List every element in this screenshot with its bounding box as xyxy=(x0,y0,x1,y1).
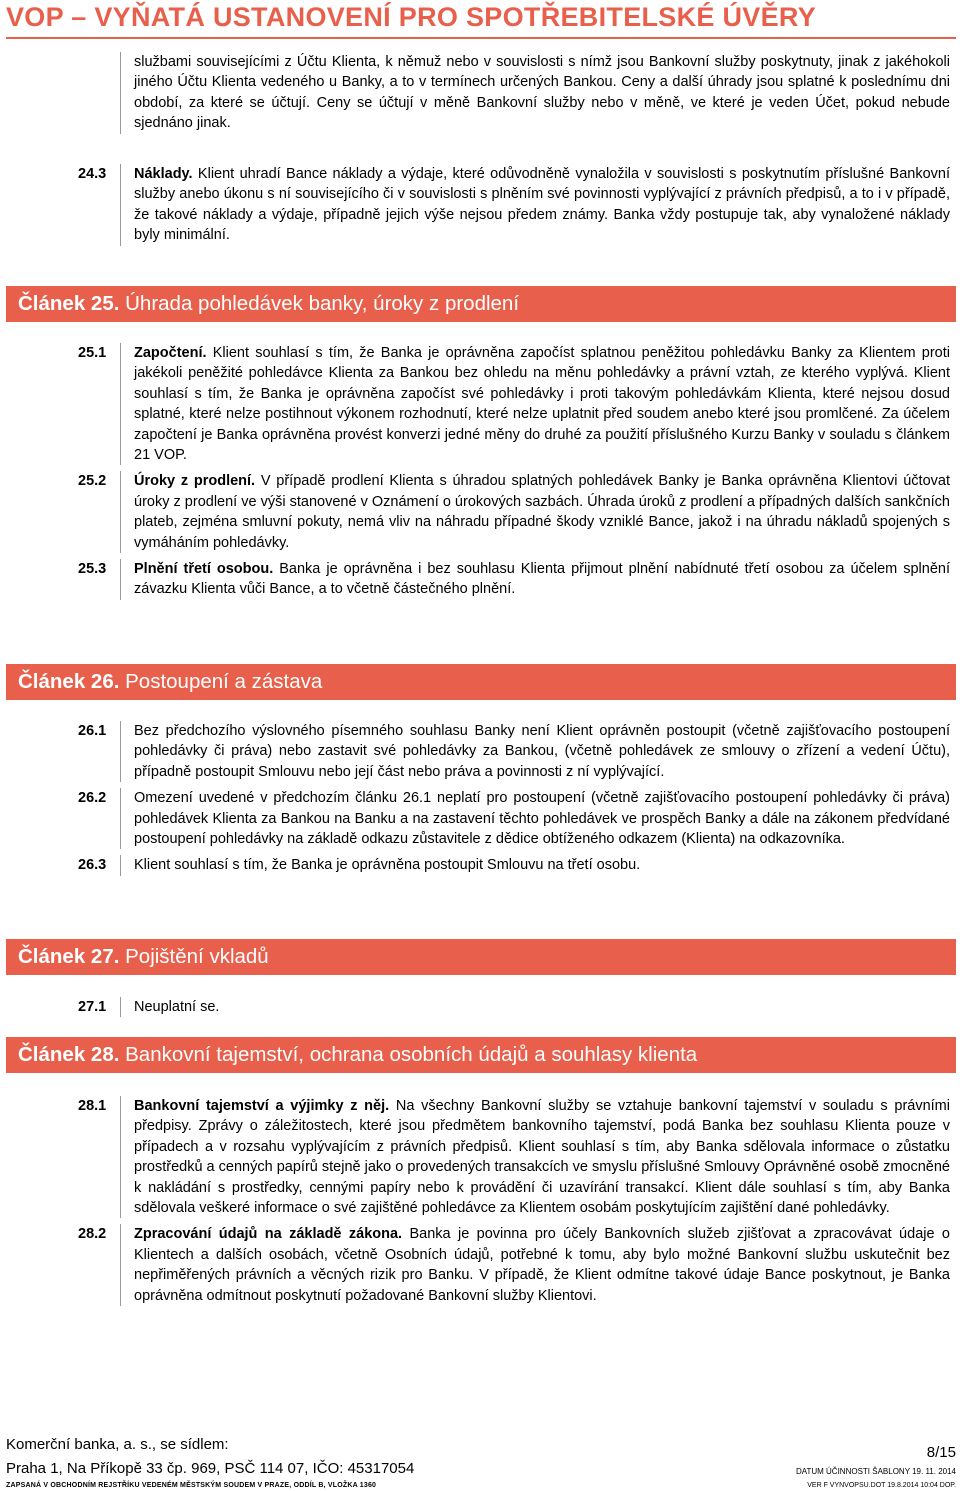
article-title: Pojištění vkladů xyxy=(119,945,269,968)
clause-27-1 xyxy=(6,997,954,1017)
page-number: 8/15 xyxy=(926,1444,956,1461)
clause-body: Klient uhradí Bance náklady a výdaje, které odůvodněně vynaložila v souvislosti s poskytnutím příslušné Bankovní služby anebo úkonu s ní souvisejícího či v souvislosti s plněním své povinnosti vyplývající z právních předpisů, a to i v případě, že takové náklady a výdaje, případně jejich výše nejsou předem známy. Banka vždy postupuje tak, aby vynaložené náklady byly minimální. xyxy=(134,166,950,244)
article-title: Úhrada pohledávek banky, úroky z prodlení xyxy=(119,292,520,315)
article-title: Postoupení a zástava xyxy=(119,670,323,693)
clause-number: 25.1 xyxy=(78,345,107,361)
footer-bank-name: Komerční banka, a. s., se sídlem: xyxy=(6,1436,229,1453)
title-rule xyxy=(6,37,956,39)
intro-number xyxy=(6,52,120,134)
clause-text xyxy=(120,343,954,465)
clause-24-3 xyxy=(6,164,954,246)
clause-number: 25.3 xyxy=(78,561,107,578)
clause-text xyxy=(120,164,954,246)
clause-body: Banka je oprávněna i bez souhlasu Klienta přijmout plnění nabídnuté třetí osobou za účelem splnění závazku Klienta vůči Bance, a to včetně částečného plnění. xyxy=(134,561,950,598)
article-26-clauses xyxy=(6,721,954,876)
article-number: Článek 27. xyxy=(18,945,120,968)
footer-registry: ZAPSANÁ V OBCHODNÍM REJSTŘÍKU VEDENÉM MĚSTSKÝM SOUDEM V PRAZE, ODDÍL B, VLOŽKA 1360 xyxy=(6,1482,377,1489)
clause-text: Bez předchozího výslovného písemného souhlasu Banky není Klient oprávněn postoupit (včetně zajišťovacího postoupení pohledávky či práva) nebo zastavit své pohledávky za Bankou, (včetně pohledávek ze smlouvy o zřízení a vedení Účtu), případně postoupit Smlouvu nebo její část nebo práva a povinnosti z ní vyplývající. xyxy=(120,721,954,782)
footer-address: Praha 1, Na Příkopě 33 čp. 969, PSČ 114 07, IČO: 45317054 xyxy=(6,1460,415,1477)
article-27-heading xyxy=(6,939,956,975)
clause-number: 25.2 xyxy=(78,473,107,490)
clause-body: Na všechny Bankovní služby se vztahuje bankovní tajemství v souladu s právními předpisy. Zprávy o záležitostech, které jsou předmětem bankovního tajemství, podá Banka bez souhlasu Klienta pouze v případech a v rozsahu vyplývajícím z právních předpisů. Klient souhlasí s tím, aby Banka sdělovala informace o zůstatku prostředků a cenných papírů stejně jako o provedených transakcích ve smyslu příslušné Smlouvy Oprávněné osobě zmocněné k nakládání s prostředky, cennými papíry nebo k provádění či uzavírání transakcí. Klient dále souhlasí s tím, aby Banka sdělovala veškeré informace o své zajištěné pohledávce za Klientem osobám poskytujícím zajištění dané pohledávky. xyxy=(134,1098,950,1217)
clause-number: 26.3 xyxy=(78,857,107,874)
clause-25-1 xyxy=(6,343,954,465)
article-number: Článek 25. xyxy=(18,292,120,315)
article-26-heading xyxy=(6,664,956,700)
clause-26-2 xyxy=(6,788,954,849)
clause-number: 26.2 xyxy=(78,790,107,807)
article-27-clauses xyxy=(6,997,954,1017)
clause-number: 28.1 xyxy=(78,1098,107,1114)
article-28-heading xyxy=(6,1037,956,1073)
page-title: VOP – VYŇATÁ USTANOVENÍ PRO SPOTŘEBITELSKÉ ÚVĚRY xyxy=(6,2,817,32)
clause-lead: Bankovní tajemství a výjimky z něj. xyxy=(134,1098,390,1114)
clause-25-3 xyxy=(6,559,954,600)
article-25-clauses xyxy=(6,343,954,600)
clause-text: Omezení uvedené v předchozím článku 26.1 neplatí pro postoupení (včetně zajišťovacího postoupení pohledávky či práva) pohledávek Klienta za Bankou na Banku a na zastavení těchto pohledávek ve prospěch Banky a dále na zákonem předvídané postoupení pohledávky na základě odkazu zůstavitele z dědice obtíženého odkazem (Klienta) na odkazovníka. xyxy=(120,788,954,849)
clause-number: 24.3 xyxy=(78,166,107,182)
clause-text: Klient souhlasí s tím, že Banka je oprávněna postoupit Smlouvu na třetí osobu. xyxy=(120,855,954,875)
clause-number: 28.2 xyxy=(78,1226,107,1243)
intro-paragraph: službami souvisejícími z Účtu Klienta, k němuž nebo v souvislosti s nímž jsou Bankovní služby poskytnuty, jinak z jakéhokoli jiného Účtu Klienta vedeného u Banky, a to v termínech určených Bankou. Ceny a další úhrady jsou splatné k poslednímu dni období, za které se účtují. Ceny se účtují v měně Bankovní služby nebo v měně, ve které je veden Účet, pokud nebude sjednáno jinak. xyxy=(120,52,954,134)
article-28-clauses xyxy=(6,1096,954,1306)
clause-25-2 xyxy=(6,471,954,553)
clause-text xyxy=(120,471,954,553)
article-25-heading xyxy=(6,286,956,322)
clause-text: Neuplatní se. xyxy=(120,997,954,1017)
clause-lead: Zpracování údajů na základě zákona. xyxy=(134,1226,403,1243)
clause-lead: Započtení. xyxy=(134,345,207,361)
clause-26-1 xyxy=(6,721,954,782)
clause-28-2 xyxy=(6,1224,954,1306)
clause-lead: Plnění třetí osobou. xyxy=(134,561,274,578)
clause-text xyxy=(120,1096,954,1218)
clause-body: V případě prodlení Klienta s úhradou splatných pohledávek Banky je Banka oprávněna Klientovi účtovat úroky z prodlení ve výši stanovené v Oznámení o úrokových sazbách. Úhrada úroků z prodlení a případných dalších sankčních plateb, zejména smluvní pokuty, nemá vliv na náhradu případné škody vzniklé Bance, jakož i na úhradu nákladů spojených s vymáháním pohledávky. xyxy=(134,473,950,551)
clause-lead: Úroky z prodlení. xyxy=(134,473,256,490)
template-validity-date: DATUM ÚČINNOSTI ŠABLONY 19. 11. 2014 xyxy=(795,1467,956,1476)
intro-section xyxy=(6,52,954,134)
clause-text xyxy=(120,559,954,600)
clause-number: 27.1 xyxy=(78,999,107,1015)
template-version: VER F VYNVOPSU.DOT 19.8.2014 10:04 DOP. xyxy=(807,1482,956,1489)
clause-28-1 xyxy=(6,1096,954,1218)
article-title: Bankovní tajemství, ochrana osobních údajů a souhlasy klienta xyxy=(119,1043,698,1066)
clause-body: Klient souhlasí s tím, že Banka je oprávněna započíst splatnou peněžitou pohledávku Banky za Klientem proti jakékoli peněžité pohledávce Klienta za Bankou bez ohledu na měnu pohledávky a právní vztah, ze kterého vyplývá. Klient souhlasí s tím, že Banka je oprávněna započíst své pohledávky i proti takovým pohledávkám Klienta, které nejsou dosud splatné, které nelze postihnout výkonem rozhodnutí, které nelze uplatnit před soudem anebo které jsou promlčené. Za účelem započtení je Banka oprávněna provést konverzi jedné měny do druhé za použití příslušného Kurzu Banky v souladu s článkem 21 VOP. xyxy=(134,345,950,464)
clause-lead: Náklady. xyxy=(134,166,193,182)
clause-number: 26.1 xyxy=(78,723,107,739)
article-number: Článek 26. xyxy=(18,670,120,693)
page-footer xyxy=(6,1430,956,1490)
clause-26-3 xyxy=(6,855,954,875)
clause-text xyxy=(120,1224,954,1306)
article-number: Článek 28. xyxy=(18,1043,120,1066)
clause-body: Banka je povinna pro účely Bankovních služeb zjišťovat a zpracovávat údaje o Klientech a dalších osobách, včetně Osobních údajů, potřebné k tomu, aby bylo možné Bankovní službu uskutečnit bez nepřiměřených právních a věcných rizik pro Banku. V případě, že Klient odmítne takové údaje Bance poskytnout, je Banka oprávněna odmítnout poskytnutí požadované Bankovní služby Klientovi. xyxy=(134,1226,950,1304)
